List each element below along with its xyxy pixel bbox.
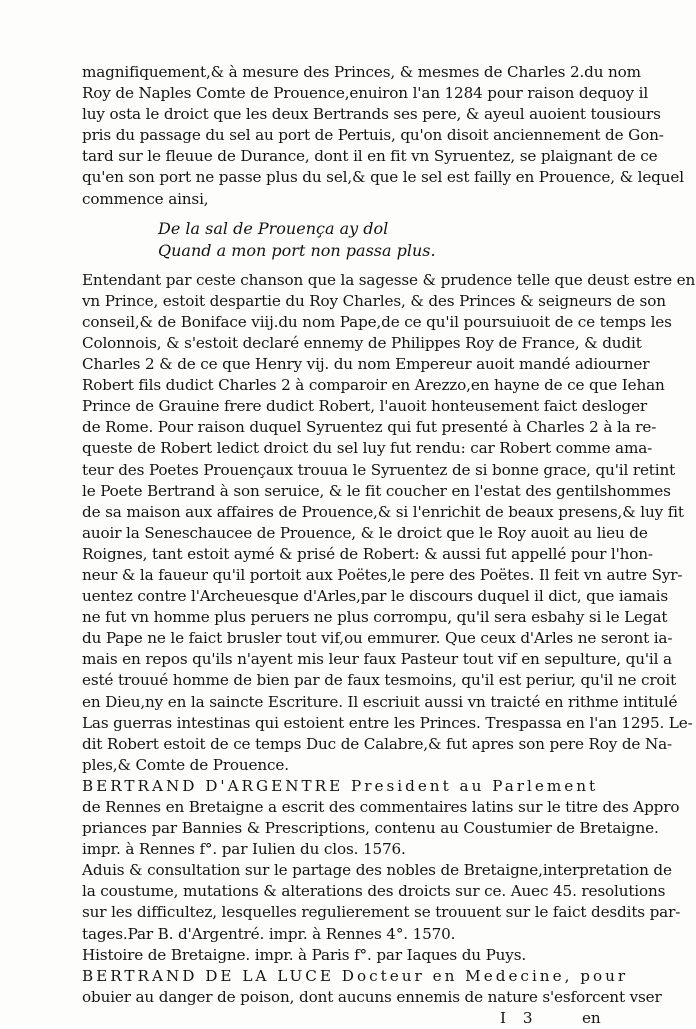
text-line: de sa maison aux affaires de Prouence,& si l'enrichit de beaux presens,& luy fit bbox=[82, 502, 684, 521]
text-line: Las guerras intestinas qui estoient entre les Princes. Trespassa en l'an 1295. Le- bbox=[82, 713, 693, 732]
text-line: sur les difficultez, lesquelles regulierement se trouuent sur le faict desdits par- bbox=[82, 903, 681, 922]
text-line: la coustume, mutations & alterations des droicts sur ce. Auec 45. resolutions bbox=[82, 882, 666, 901]
verse-line: Quand a mon port non passa plus. bbox=[158, 240, 436, 260]
text-line: en Dieu,ny en la saincte Escriture. Il escriuit aussi vn traicté en rithme intitulé bbox=[82, 692, 678, 711]
text-line: ples,& Comte de Prouence. bbox=[82, 755, 289, 774]
text-line: tard sur le fleuue de Durance, dont il en fit vn Syruentez, se plaignant de ce bbox=[82, 147, 658, 166]
text-line: Colonnois, & s'estoit declaré ennemy de Philippes Roy de France, & dudit bbox=[82, 333, 642, 352]
text-line: Charles 2 & de ce que Henry vij. du nom Empereur auoit mandé adiourner bbox=[82, 355, 650, 374]
text-line: de Rome. Pour raison duquel Syruentez qui fut presenté à Charles 2 à la re- bbox=[82, 418, 657, 437]
text-line: Roignes, tant estoit aymé & prisé de Robert: & aussi fut appellé pour l'hon- bbox=[82, 544, 653, 563]
text-line: pris du passage du sel au port de Pertuis, qu'on disoit anciennement de Gon- bbox=[82, 126, 664, 145]
text-line: impr. à Rennes f°. par Iulien du clos. 1576. bbox=[82, 840, 406, 859]
text-line: Robert fils dudict Charles 2 à comparoir en Arezzo,en hayne de ce que Iehan bbox=[82, 376, 665, 395]
text-line: luy osta le droict que les deux Bertrands ses pere, & ayeul auoient tousiours bbox=[82, 105, 661, 124]
text-line: de Rennes en Bretaigne a escrit des commentaires latins sur le titre des Appro bbox=[82, 798, 680, 816]
text-line: teur des Poetes Prouençaux trouua le Syruentez de si bonne grace, qu'il retint bbox=[82, 460, 676, 479]
text-line: Histoire de Bretaigne. impr. à Paris f°. par Iaques du Puys. bbox=[82, 945, 527, 964]
text-line: obuier au danger de poison, dont aucuns ennemis de nature s'esforcent vser bbox=[82, 987, 662, 1006]
text-line: uentez contre l'Archeuesque d'Arles,par le discours duquel il dict, que iamais bbox=[82, 587, 669, 606]
text-line: magnifiquement,& à mesure des Princes, & mesmes de Charles 2.du nom bbox=[82, 63, 641, 81]
text-line: mais en repos qu'ils n'ayent mis leur faux Pasteur tout vif en sepulture, qu'il a bbox=[82, 650, 672, 669]
signature-mark: I 3 bbox=[500, 1008, 539, 1027]
text-line: Aduis & consultation sur le partage des nobles de Bretaigne,interpretation de bbox=[82, 861, 672, 880]
text-line: tages.Par B. d'Argentré. impr. à Rennes 4°. 1570. bbox=[82, 924, 456, 943]
catchword: en bbox=[582, 1008, 601, 1027]
text-line: Prince de Grauine frere dudict Robert, l'auoit honteusement faict desloger bbox=[82, 397, 648, 416]
text-line: queste de Robert ledict droict du sel luy fut rendu: car Robert comme ama- bbox=[82, 439, 653, 458]
verse-line: De la sal de Prouença ay dol bbox=[158, 218, 389, 238]
text-line: Roy de Naples Comte de Prouence,enuiron l'an 1284 pour raison dequoy il bbox=[82, 84, 649, 103]
text-line: du Pape ne le faict brusler tout vif,ou emmurer. Que ceux d'Arles ne seront ia- bbox=[82, 629, 673, 648]
text-line: qu'en son port ne passe plus du sel,& que le sel est failly en Prouence, & lequel bbox=[82, 168, 684, 187]
text-line: ne fut vn homme plus peruers ne plus corrompu, qu'il sera esbahy si le Legat bbox=[82, 608, 668, 627]
text-line: dit Robert estoit de ce temps Duc de Calabre,& fut apres son pere Roy de Na- bbox=[82, 734, 672, 753]
text-line: vn Prince, estoit despartie du Roy Charles, & des Princes & seigneurs de son bbox=[82, 291, 666, 310]
entry-heading: BERTRAND D'ARGENTRE President au Parlement bbox=[82, 776, 599, 795]
entry-heading: BERTRAND DE LA LUCE Docteur en Medecine, pour bbox=[82, 966, 629, 985]
text-line: commence ainsi, bbox=[82, 189, 209, 208]
text-line: esté trouué homme de bien par de faux tesmoins, qu'il est periur, qu'il ne croit bbox=[82, 671, 677, 690]
text-line: neur & la faueur qu'il portoit aux Poëtes,le pere des Poëtes. Il feit vn autre Syr- bbox=[82, 565, 683, 584]
text-line: Entendant par ceste chanson que la sagesse & prudence telle que deust estre en bbox=[82, 270, 696, 289]
text-block bbox=[82, 62, 696, 1029]
text-line: conseil,& de Boniface viij.du nom Pape,de ce qu'il poursuiuoit de ce temps les bbox=[82, 312, 672, 331]
text-line: le Poete Bertrand à son seruice, & le fit coucher en l'estat des gentilshommes bbox=[82, 481, 671, 500]
text-line: auoir la Seneschaucee de Prouence, & le droict que le Roy auoit au lieu de bbox=[82, 523, 648, 542]
page-footer bbox=[82, 1008, 602, 1029]
text-line: priances par Bannies & Prescriptions, contenu au Coustumier de Bretaigne. bbox=[82, 819, 659, 838]
